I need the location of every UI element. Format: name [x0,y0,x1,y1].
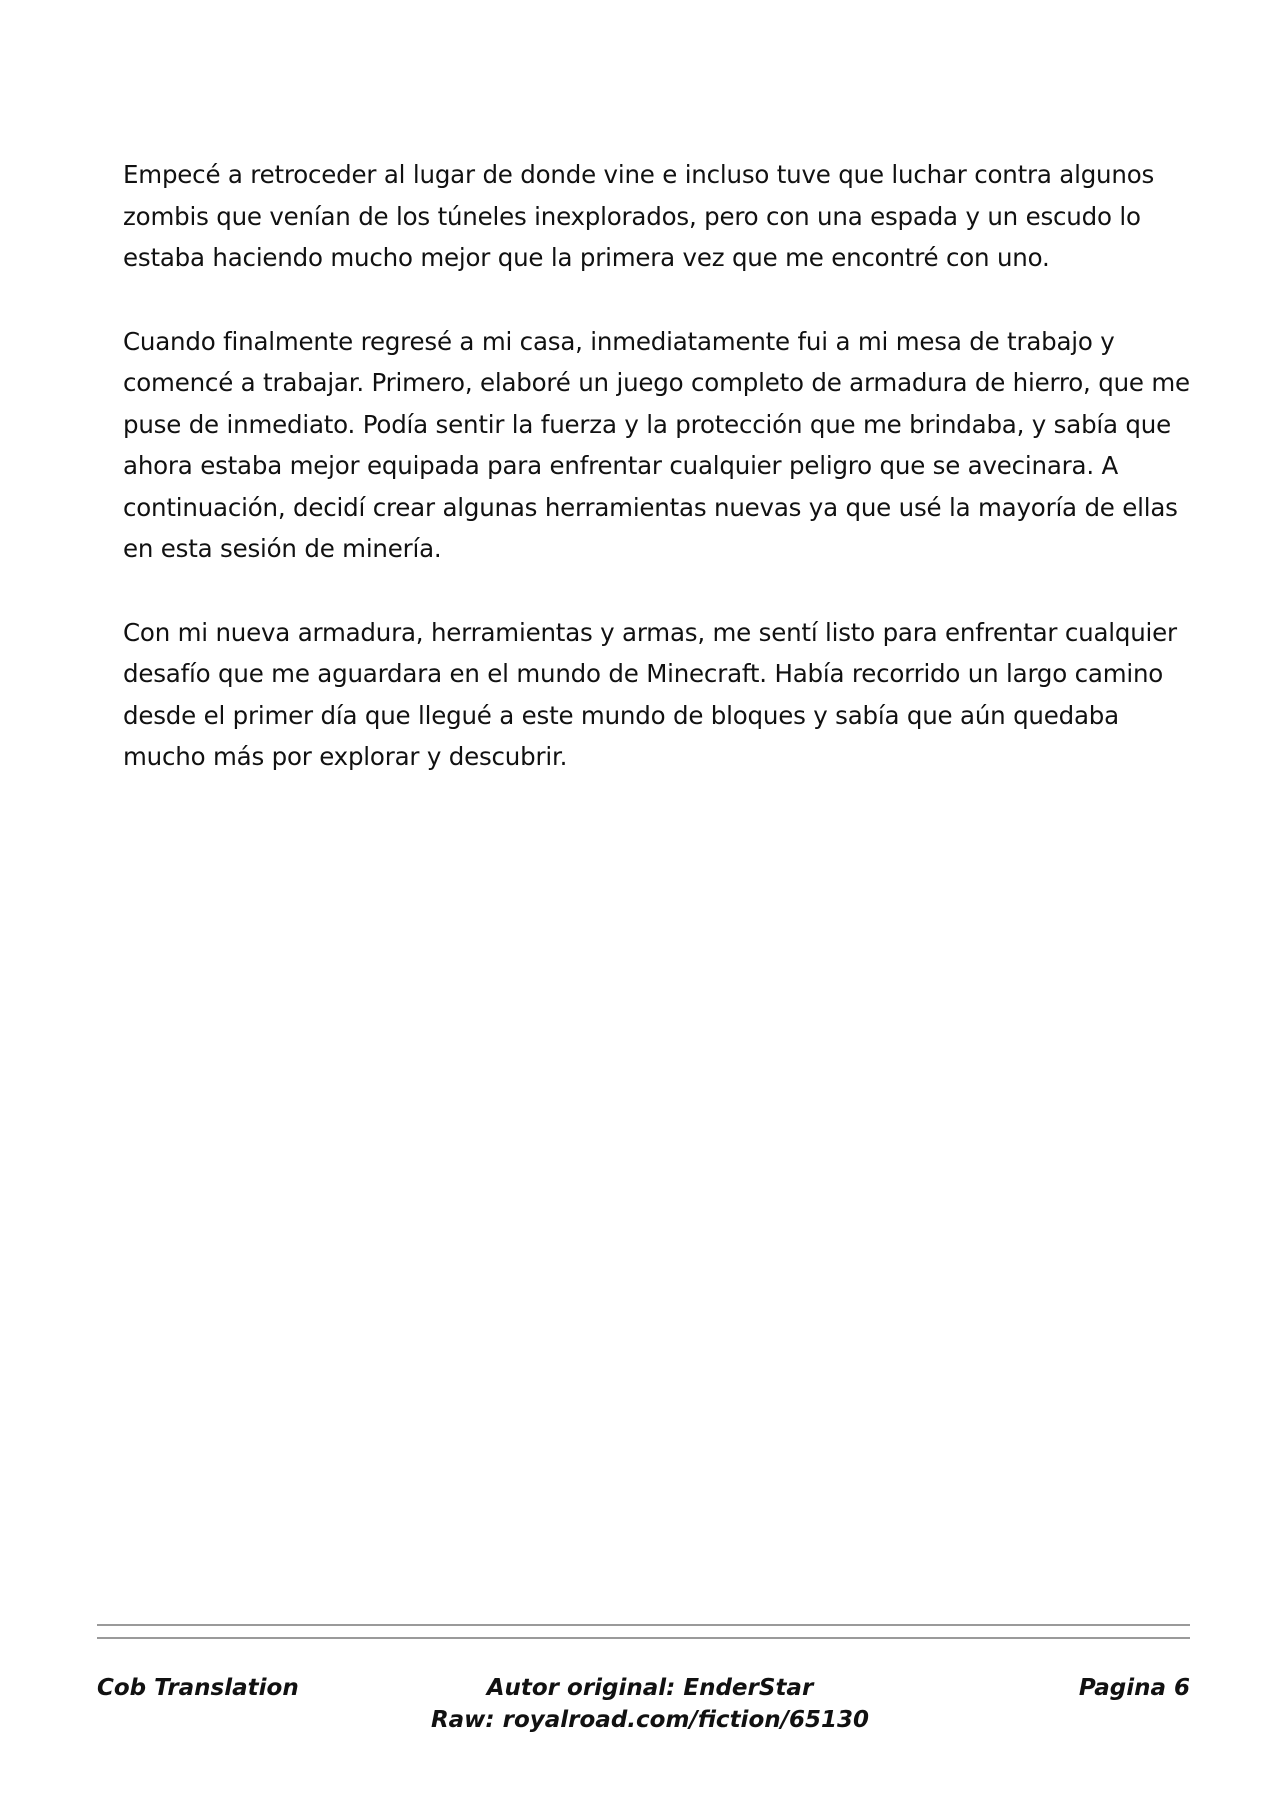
body-text [123,154,1203,820]
paragraph-2: Cuando finalmente regresé a mi casa, inmediatamente fui a mi mesa de trabajo y comencé a trabajar. Primero, elaboré un juego completo de armadura de hierro, que me puse de inmediato. Podía sentir la fuerza y la protección que me brindaba, y sabía que ahora estaba mejor equipada para enfrentar cualquier peligro que se avecinara. A continuación, decidí crear algunas herramientas nuevas ya que usé la mayoría de ellas en esta sesión de minería. [123,326,1190,563]
page-number: Pagina 6 [1078,1675,1190,1701]
footer-credits [380,1672,920,1736]
footer-divider-bottom [97,1637,1190,1639]
paragraph-1: Empecé a retroceder al lugar de donde vine e incluso tuve que luchar contra algunos zombis que venían de los túneles inexplorados, pero con una espada y un escudo lo estaba haciendo mucho mejor que la primera vez que me encontré con uno. [123,160,1155,272]
footer-translator: Cob Translation [97,1675,299,1701]
paragraph-3: Con mi nueva armadura, herramientas y armas, me sentí listo para enfrentar cualquier desafío que me aguardara en el mundo de Minecraft. Había recorrido un largo camino desde el primer día que llegué a este mundo de bloques y sabía que aún quedaba mucho más por explorar y descubrir. [123,617,1177,771]
footer-divider-top [97,1624,1190,1626]
footer-author: Autor original: EnderStar [486,1675,814,1701]
footer-source: Raw: royalroad.com/fiction/65130 [430,1707,870,1733]
